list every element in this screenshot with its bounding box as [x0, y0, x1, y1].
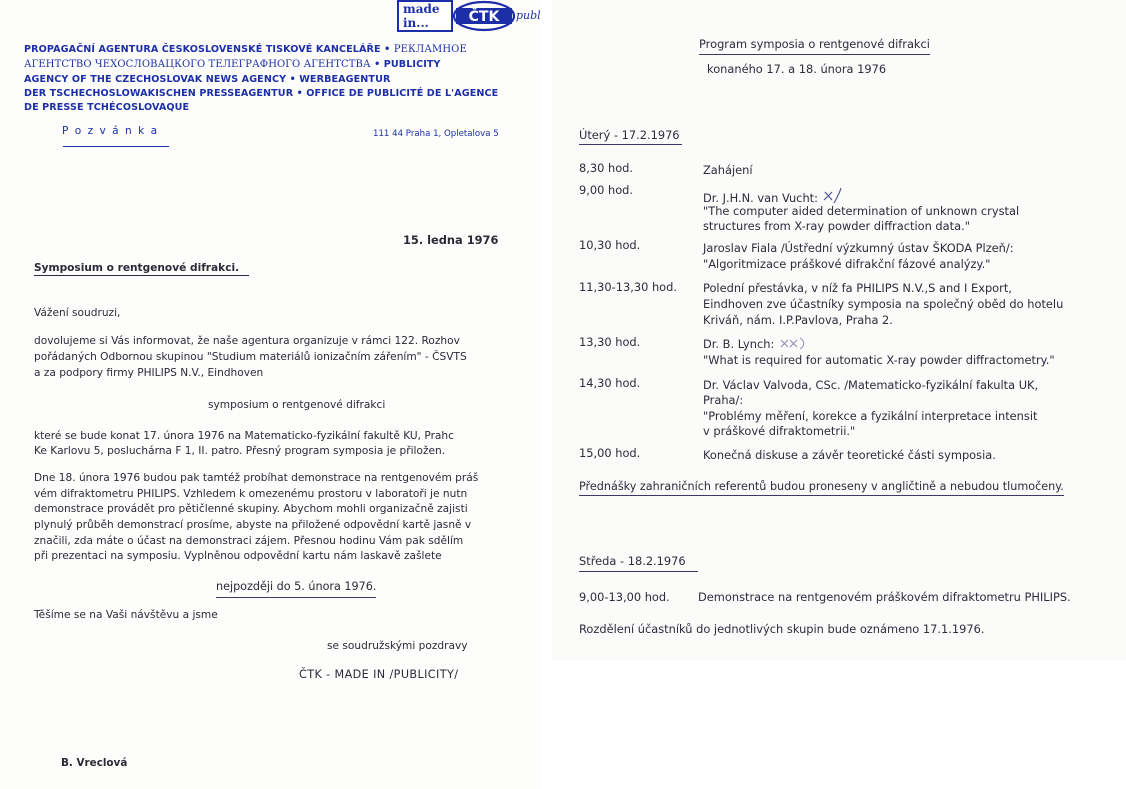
program-item-speaker: Dr. J.H.N. van Vucht: [703, 186, 844, 206]
made-in-ctk-logo [392, 0, 542, 32]
letter-subject: Symposium o rentgenové difrakci. [34, 262, 249, 274]
program-item-time: 10,30 hod. [579, 238, 641, 252]
letterhead-line-3: AGENCY OF THE CZECHOSLOVAK NEWS AGENCY • WERBEAGENTUR [24, 74, 391, 85]
letter-p1-line2: pořádaných Odbornou skupinou "Studium materiálů ionizačním zářením" - ČSVTS [34, 351, 467, 363]
program-item-text: Eindhoven zve účastníky symposia na společný oběd do hotelu [703, 297, 1064, 311]
pozvanka-heading: P o z v á n k a [62, 125, 159, 137]
letter-p3-line3: demonstrace provádět pro pětičlenné skupiny. Abychom mohli organizačně zajisti [34, 503, 468, 515]
day2-heading: Středa - 18.2.1976 [579, 554, 698, 568]
program-item-text: structures from X-ray powder diffraction data." [703, 219, 970, 233]
program-item-text: "What is required for automatic X-ray powder diffractometry." [703, 353, 1055, 367]
letter-p1-line3: a za podpory firmy PHILIPS N.V., Eindhoven [34, 367, 264, 379]
program-note: Přednášky zahraničních referentů budou proneseny v angličtině a nebudou tlumočeny. [579, 480, 1064, 493]
program-item-text: "The computer aided determination of unknown crystal [703, 204, 1020, 218]
program-item-text: Kriváň, nám. I.P.Pavlova, Praha 2. [703, 313, 893, 327]
program-item-time: 8,30 hod. [579, 161, 634, 175]
program-item-text: Dr. Václav Valvoda, CSc. /Matematicko-fyzikální fakulta UK, [703, 378, 1039, 392]
program-item-speaker: Dr. B. Lynch: [703, 336, 808, 351]
letterhead-line-4: DER TSCHECHOSLOWAKISCHEN PRESSEAGENTUR • OFFICE DE PUBLICITÉ DE L'AGENCE [24, 88, 499, 99]
day1-heading: Úterý - 17.2.1976 [579, 128, 682, 142]
program-item-text: Konečná diskuse a závěr teoretické části symposia. [703, 448, 996, 462]
letterhead-line-2: АГЕНТСТВО ЧЕХОСЛОВАЦКОГО ТЕЛЕГРАФНОГО АГЕНТСТВА • PUBLICITY [24, 59, 441, 70]
program-item-text: Polední přestávka, v níž fa PHILIPS N.V.,S and I Export, [703, 281, 1012, 295]
handwritten-mark-icon [778, 336, 808, 350]
letter-deadline: nejpozději do 5. února 1976. [216, 580, 376, 593]
program-item-time: 11,30-13,30 hod. [579, 280, 677, 294]
letter-signature: B. Vreclová [61, 757, 128, 769]
handwritten-mark-icon [822, 186, 844, 206]
svg-text:publ: publ [516, 9, 541, 22]
demo-time: 9,00-13,00 hod. [579, 590, 670, 604]
letter-closing: Těšíme se na Vaši návštěvu a jsme [34, 609, 218, 621]
demo-text: Demonstrace na rentgenovém práškovém difraktometru PHILIPS. [698, 590, 1071, 604]
pozvanka-underline [63, 146, 169, 147]
letter-p3-line2: vém difraktometru PHILIPS. Vzhledem k omezenému prostoru v laboratoři je nutn [34, 488, 468, 500]
program-item-time: 14,30 hod. [579, 376, 641, 390]
letter-p2-line1: které se bude konat 17. února 1976 na Matematicko-fyzikální fakultě KU, Prahc [34, 430, 454, 442]
program-item-time: 15,00 hod. [579, 446, 641, 460]
agency-address: 111 44 Praha 1, Opletalova 5 [373, 129, 499, 139]
program-item-time: 9,00 hod. [579, 183, 634, 197]
program-item-text: v práškové difraktometrii." [703, 424, 856, 438]
svg-text:ČTK: ČTK [468, 9, 500, 25]
letterhead-line-1: PROPAGAČNÍ AGENTURA ČESKOSLOVENSKÉ TISKOVÉ KANCELÁŘE • РЕКЛАМНОЕ [24, 44, 467, 55]
program-item-text: "Algoritmizace práškové difrakční fázové analýzy." [703, 257, 991, 271]
program-title: Program symposia o rentgenové difrakci [699, 37, 930, 51]
letter-salutation: Vážení soudruzi, [34, 307, 121, 319]
program-page [552, 0, 1126, 660]
program-item-text: Praha/: [703, 393, 744, 407]
svg-text:made: made [403, 2, 440, 16]
letter-p3-line5: značili, zda máte o účast na demonstraci zájem. Přesnou hodinu Vám pak sdělím [34, 535, 464, 547]
letterhead-line-5: DE PRESSE TCHÉCOSLOVAQUE [24, 102, 190, 113]
svg-text:in...: in... [403, 16, 429, 30]
letter-sender: ČTK - MADE IN /PUBLICITY/ [299, 668, 459, 681]
letter-p2-line2: Ke Karlovu 5, posluchárna F 1, II. patro. Přesný program symposia je přiložen. [34, 445, 446, 457]
program-final-note: Rozdělení účastníků do jednotlivých skupin bude oznámeno 17.1.1976. [579, 622, 985, 636]
letter-p3-line6: při prezentaci na symposiu. Vyplněnou odpovědní kartu nám laskavě zašlete [34, 550, 442, 562]
program-item-text: Jaroslav Fiala /Ústřední výzkumný ústav ŠKODA Plzeň/: [703, 241, 1014, 255]
letter-p1-line1: dovolujeme si Vás informovat, že naše agentura organizuje v rámci 122. Rozhov [34, 335, 460, 347]
program-subtitle: konaného 17. a 18. února 1976 [707, 62, 887, 76]
program-item-time: 13,30 hod. [579, 335, 641, 349]
program-item-text: Zahájení [703, 163, 753, 177]
letter-p3-line4: plynulý průběh demonstrací prosíme, abyste na přiložené odpovědní kartě jasně v [34, 519, 472, 531]
invitation-letter-page [0, 0, 542, 789]
program-item-text: "Problémy měření, korekce a fyzikální interpretace intensit [703, 409, 1038, 423]
letter-center-title: symposium o rentgenové difrakci [208, 399, 386, 411]
letter-date: 15. ledna 1976 [403, 233, 499, 247]
letter-p3-line1: Dne 18. února 1976 budou pak tamtéž probíhat demonstrace na rentgenovém práš [34, 472, 479, 484]
letter-greeting: se soudružskými pozdravy [327, 640, 468, 652]
